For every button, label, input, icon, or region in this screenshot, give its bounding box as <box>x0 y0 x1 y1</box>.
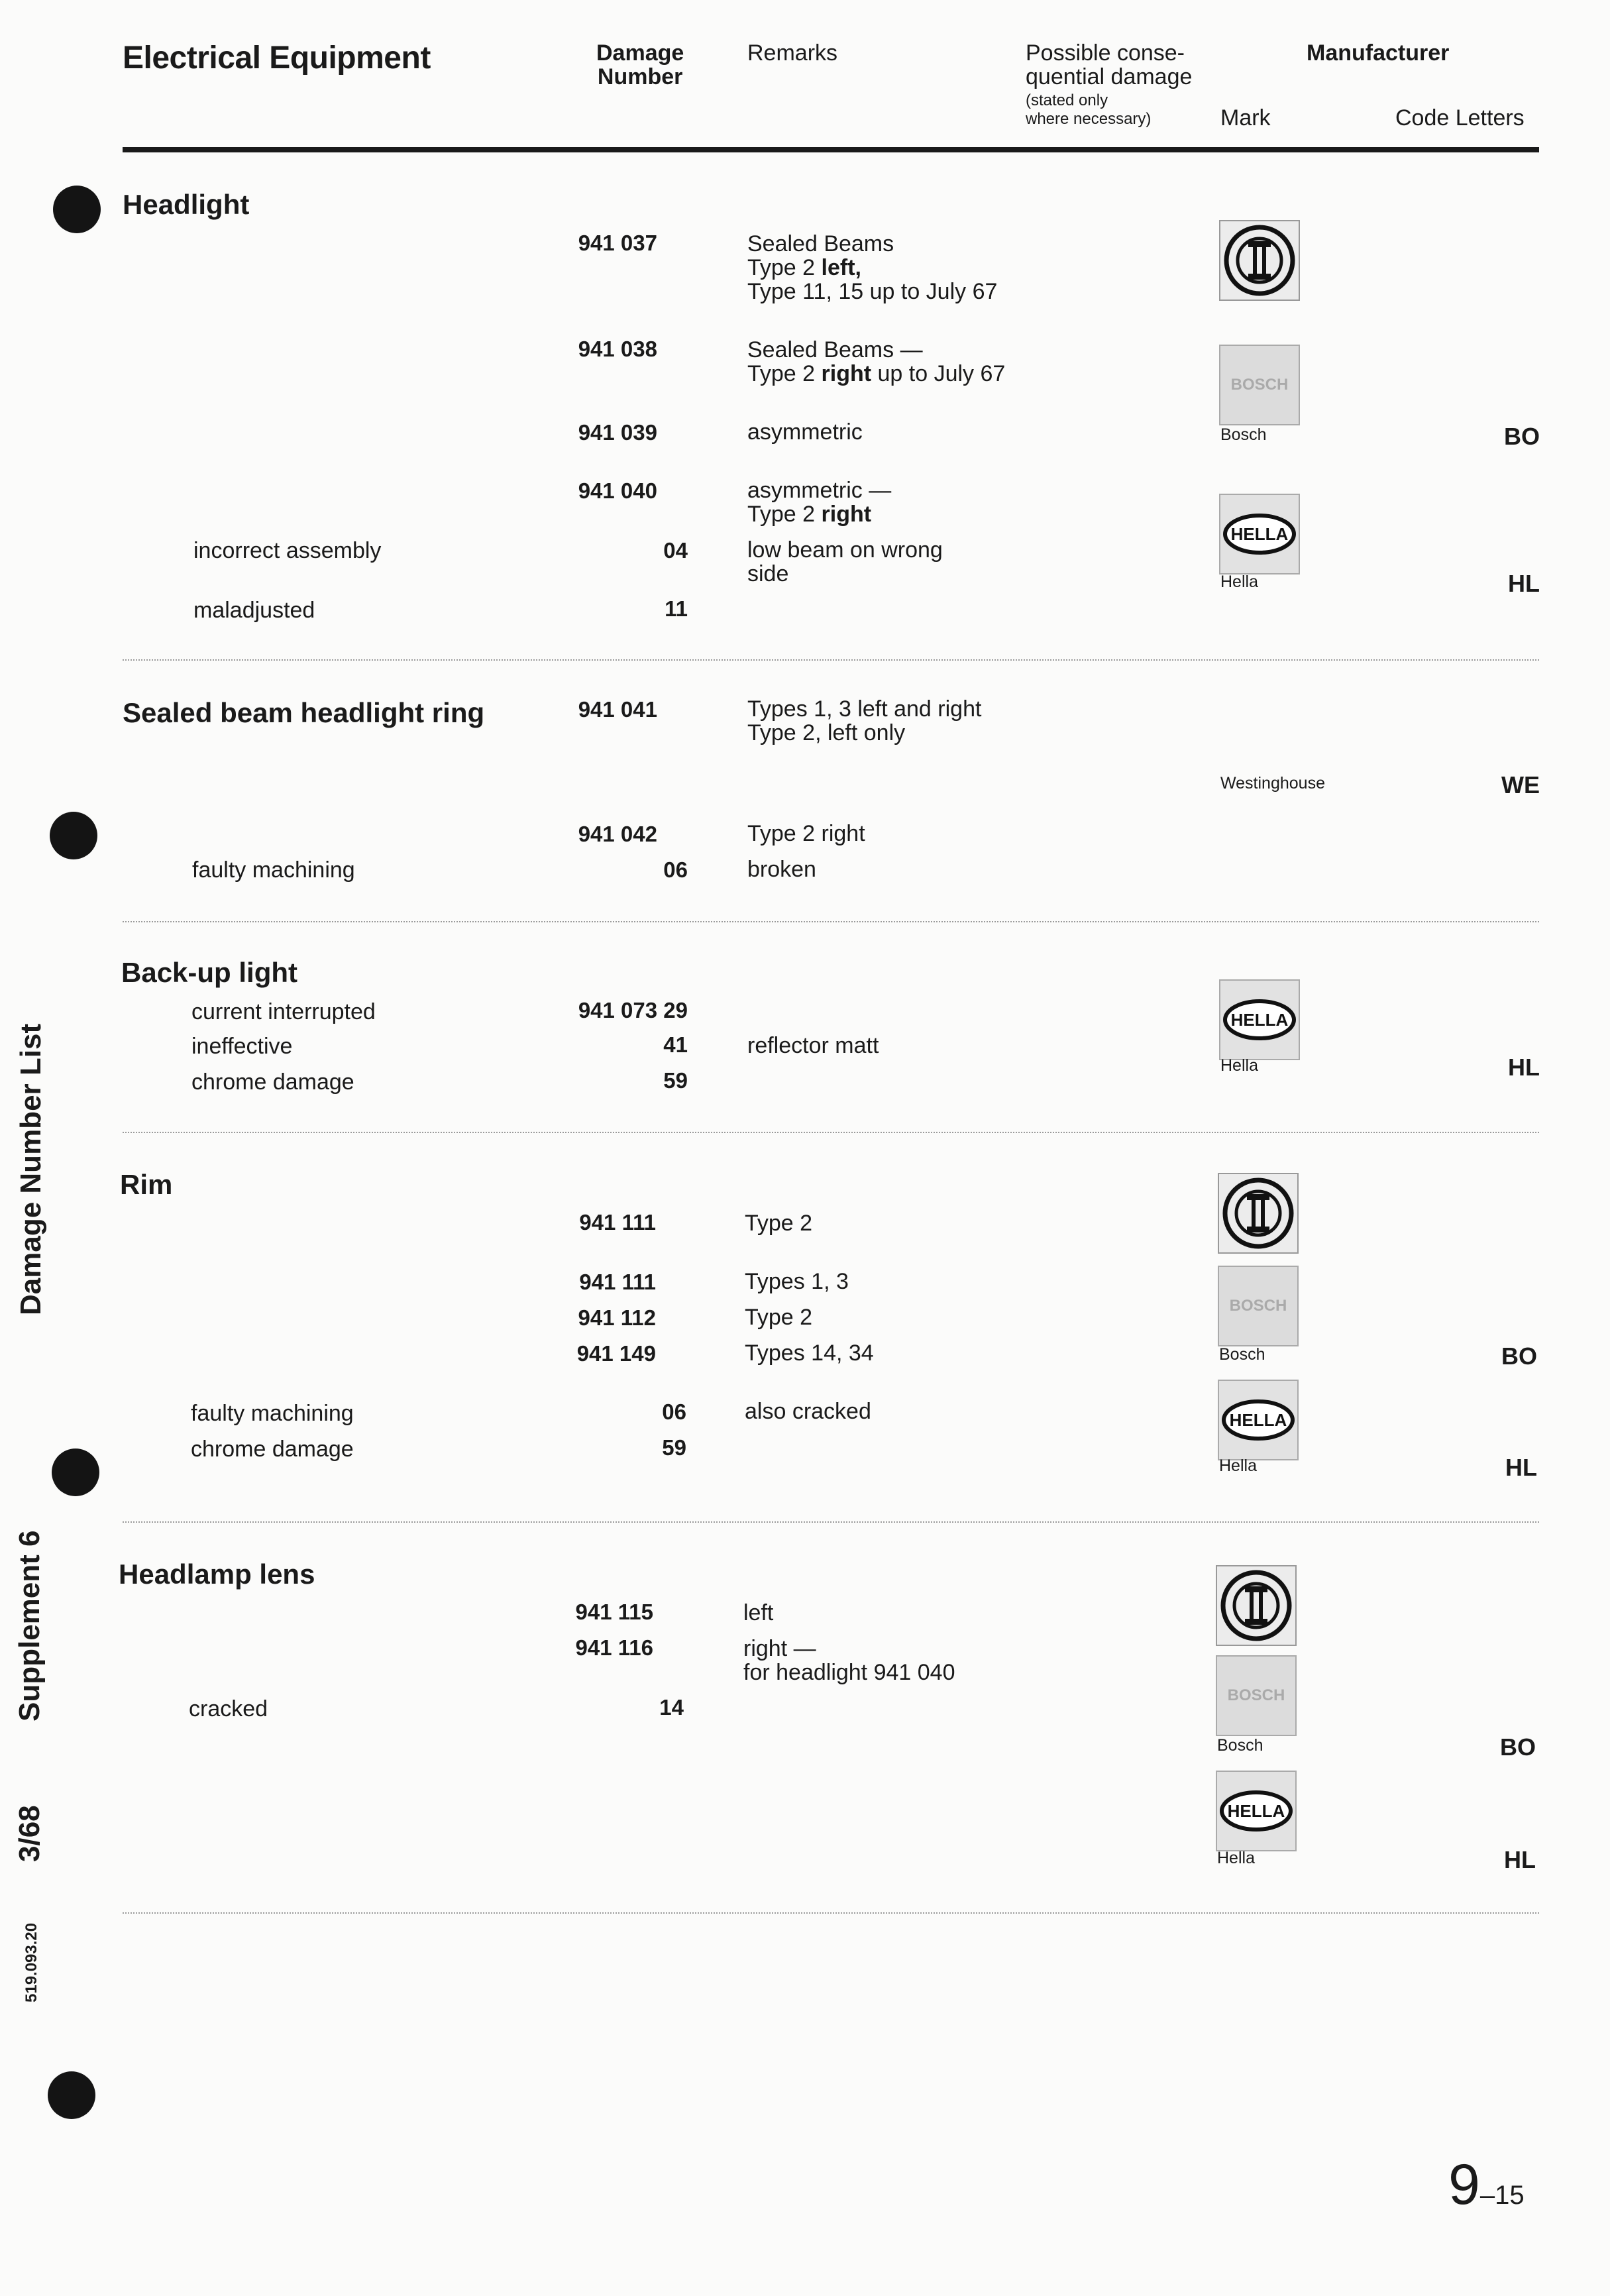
damage-number: 06 <box>662 1399 686 1424</box>
mark-header: Mark <box>1220 105 1271 131</box>
damage-number: 06 <box>663 857 688 882</box>
manufacturer-mark: Hella <box>1220 1056 1258 1075</box>
section-title-backup-light: Back-up light <box>121 957 298 988</box>
vw-logo-icon <box>1219 220 1300 301</box>
remarks-header: Remarks <box>747 40 838 66</box>
hella-logo-icon <box>1218 1380 1299 1460</box>
remark: low beam on wrong side <box>747 537 943 586</box>
page-title: Electrical Equipment <box>123 40 431 76</box>
damage-number: 941 111 <box>579 1270 656 1294</box>
remark: reflector matt <box>747 1033 879 1058</box>
damage-cause: chrome damage <box>191 1437 354 1462</box>
code-letters: HL <box>1505 1454 1537 1481</box>
hella-logo-icon <box>1219 979 1300 1060</box>
svg-text:BOSCH: BOSCH <box>1227 1686 1285 1704</box>
damage-number: 11 <box>665 596 688 621</box>
remark: Types 1, 3 <box>745 1269 849 1294</box>
remark: right — for headlight 941 040 <box>743 1636 955 1685</box>
section-title-headlamp-lens: Headlamp lens <box>119 1558 315 1590</box>
remark: Type 2 <box>745 1211 813 1236</box>
consequential-header: Possible conse- quential damage (stated only where necessary) <box>1026 40 1193 128</box>
damage-number: 941 112 <box>578 1305 656 1330</box>
section-divider <box>123 1912 1539 1914</box>
damage-number: 941 111 <box>579 1210 656 1234</box>
code-letters: HL <box>1508 570 1540 597</box>
header-rule <box>123 147 1539 152</box>
damage-number: 941 116 <box>575 1635 653 1660</box>
page-number: 9–15 <box>1448 2153 1525 2216</box>
damage-cause: faulty machining <box>191 1401 354 1426</box>
section-divider <box>123 1521 1539 1523</box>
bosch-logo-icon <box>1218 1266 1299 1346</box>
damage-cause: current interrupted <box>191 999 376 1024</box>
damage-cause: chrome damage <box>191 1069 354 1095</box>
code-letters: WE <box>1501 771 1540 798</box>
manufacturer-mark: Bosch <box>1220 425 1267 444</box>
damage-number: 14 <box>659 1695 684 1720</box>
punch-hole <box>50 812 97 859</box>
svg-text:HELLA: HELLA <box>1229 1410 1287 1430</box>
remark: Type 2 <box>745 1305 813 1330</box>
remark: Sealed Beams Type 2 left, Type 11, 15 up to July 67 <box>747 231 998 304</box>
remark: Types 1, 3 left and right Type 2, left only <box>747 696 982 745</box>
damage-number: 941 038 <box>578 337 657 361</box>
sidebar-list-title: Damage Number List <box>15 1023 47 1315</box>
svg-text:BOSCH: BOSCH <box>1230 376 1289 394</box>
manufacturer-mark: Hella <box>1219 1456 1257 1475</box>
hella-logo-icon <box>1219 494 1300 574</box>
manufacturer-mark: Hella <box>1217 1849 1255 1867</box>
damage-number: 941 041 <box>578 697 657 722</box>
punch-hole <box>53 186 101 233</box>
svg-text:HELLA: HELLA <box>1230 1010 1289 1030</box>
manufacturer-mark: Westinghouse <box>1220 774 1325 793</box>
damage-number: 941 039 <box>578 420 657 445</box>
section-title-sealed-beam-ring: Sealed beam headlight ring <box>123 697 485 728</box>
remark: also cracked <box>745 1399 871 1424</box>
manufacturer-mark: Bosch <box>1217 1736 1263 1755</box>
manufacturer-mark: Bosch <box>1219 1345 1265 1364</box>
section-divider <box>123 659 1539 661</box>
code-letters: BO <box>1501 1342 1537 1370</box>
bosch-logo-icon <box>1219 345 1300 425</box>
damage-cause: ineffective <box>191 1034 293 1059</box>
punch-hole <box>52 1449 99 1496</box>
damage-number: 04 <box>663 538 688 563</box>
section-divider <box>123 1132 1539 1133</box>
punch-hole <box>48 2071 95 2119</box>
manufacturer-mark: Hella <box>1220 573 1258 591</box>
remark: Type 2 right <box>747 821 865 846</box>
vw-logo-icon <box>1216 1565 1297 1646</box>
damage-number: 941 040 <box>578 478 657 503</box>
remark: Sealed Beams — Type 2 right up to July 67 <box>747 337 1006 386</box>
damage-number: 941 037 <box>578 231 657 255</box>
damage-number: 941 115 <box>575 1600 653 1624</box>
damage-cause: maladjusted <box>193 598 315 623</box>
manufacturer-header: Manufacturer <box>1307 40 1450 66</box>
vw-logo-icon <box>1218 1173 1299 1254</box>
code-letters: HL <box>1504 1846 1536 1873</box>
damage-cause: incorrect assembly <box>193 538 382 563</box>
svg-text:HELLA: HELLA <box>1227 1801 1285 1821</box>
svg-text:BOSCH: BOSCH <box>1229 1297 1287 1315</box>
section-title-rim: Rim <box>120 1169 173 1200</box>
code-letters-header: Code Letters <box>1395 105 1525 131</box>
damage-cause: cracked <box>189 1696 268 1722</box>
code-letters: BO <box>1504 423 1540 450</box>
damage-cause: faulty machining <box>192 857 355 883</box>
damage-number: 41 <box>663 1032 688 1057</box>
remark: asymmetric <box>747 419 863 445</box>
damage-number: 941 149 <box>576 1341 656 1366</box>
sidebar-date: 3/68 <box>13 1805 46 1862</box>
damage-number: 941 073 29 <box>578 998 688 1022</box>
damage-number: 59 <box>662 1435 686 1460</box>
damage-number-header: Damage Number <box>596 40 684 89</box>
hella-logo-icon <box>1216 1771 1297 1851</box>
bosch-logo-icon <box>1216 1655 1297 1736</box>
damage-number: 941 042 <box>578 822 657 846</box>
remark: asymmetric — Type 2 right <box>747 478 892 527</box>
damage-number: 59 <box>663 1068 688 1093</box>
sidebar-doc-number: 519.093.20 <box>23 1922 40 2002</box>
code-letters: HL <box>1508 1054 1540 1081</box>
section-divider <box>123 921 1539 922</box>
remark: left <box>743 1600 774 1625</box>
section-title-headlight: Headlight <box>123 189 250 220</box>
svg-text:HELLA: HELLA <box>1230 524 1289 544</box>
remark: Types 14, 34 <box>745 1340 874 1366</box>
sidebar-supplement: Supplement 6 <box>13 1530 46 1722</box>
code-letters: BO <box>1500 1733 1536 1761</box>
remark: broken <box>747 857 816 882</box>
